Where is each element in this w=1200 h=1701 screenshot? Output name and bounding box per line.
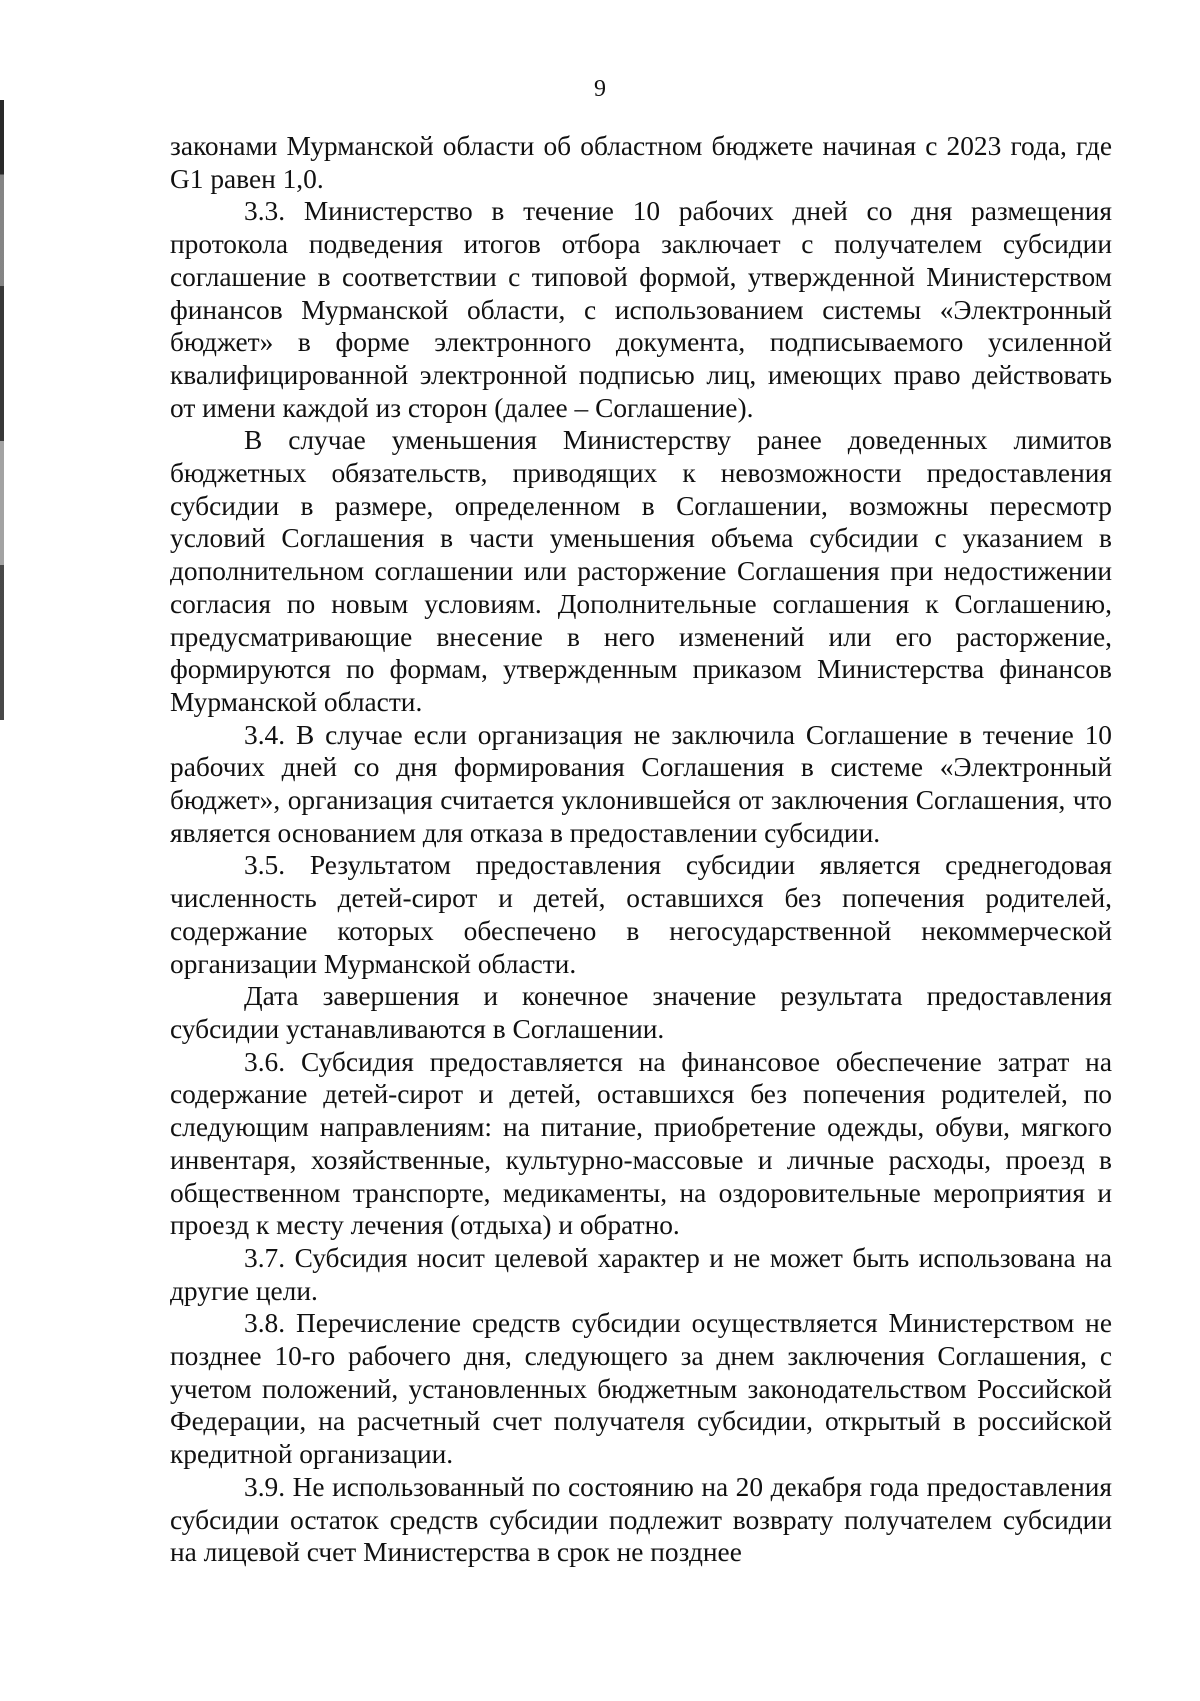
paragraph-3-9: 3.9. Не использованный по состоянию на 20 декабря года предоставления субсидии остаток средств субсидии подлежит возврату получателем субсидии на лицевой счет Министерства в срок не позднее <box>170 1471 1112 1568</box>
paragraph-3-8: 3.8. Перечисление средств субсидии осуществляется Министерством не позднее 10-го рабочего дня, следующего за днем заключения Соглашения, с учетом положений, установленных бюджетным законодательством Российской Федерации, на расчетный счет получателя субсидии, открытый в российской кредитной организации. <box>170 1308 1112 1470</box>
paragraph-result-date: Дата завершения и конечное значение результата предоставления субсидии устанавливаются в Соглашении. <box>170 981 1112 1044</box>
paragraph-3-4: 3.4. В случае если организация не заключила Соглашение в течение 10 рабочих дней со дня формирования Соглашения в системе «Электронный бюджет», организация считается уклонившейся от заключения Соглашения, что является основанием для отказа в предоставлении субсидии. <box>170 719 1112 848</box>
paragraph-3-3: 3.3. Министерство в течение 10 рабочих дней со дня размещения протокола подведения итогов отбора заключает с получателем субсидии соглашение в соответствии с типовой формой, утвержденной Министерством финансов Мурманской области, с использованием системы «Электронный бюджет» в форме электронного документа, подписываемого усиленной квалифицированной электронной подписью лиц, имеющих право действовать от имени каждой из сторон (далее – Соглашение). <box>170 196 1112 423</box>
scan-edge-artifact <box>0 100 4 720</box>
paragraph-continuation: законами Мурманской области об областном бюджете начиная с 2023 года, где G1 равен 1,0. <box>170 131 1112 194</box>
paragraph-3-7: 3.7. Субсидия носит целевой характер и не может быть использована на другие цели. <box>170 1242 1112 1306</box>
page-number: 9 <box>594 76 606 102</box>
paragraph-limits-reduction: В случае уменьшения Министерству ранее доведенных лимитов бюджетных обязательств, приводящих к невозможности предоставления субсидии в размере, определенном в Соглашении, возможны пересмотр условий Соглашения в части уменьшения объема субсидии с указанием в дополнительном соглашении или расторжение Соглашения при недостижении согласия по новым условиям. Дополнительные соглашения к Соглашению, предусматривающие внесение в него изменений или его расторжение, формируются по формам, утвержденным приказом Министерства финансов Мурманской области. <box>170 425 1112 717</box>
paragraph-3-6: 3.6. Субсидия предоставляется на финансовое обеспечение затрат на содержание детей-сирот и детей, оставшихся без попечения родителей, по следующим направлениям: на питание, приобретение одежды, обуви, мягкого инвентаря, хозяйственные, культурно-массовые и личные расходы, проезд в общественном транспорте, медикаменты, на оздоровительные мероприятия и проезд к месту лечения (отдыха) и обратно. <box>170 1046 1112 1241</box>
paragraph-3-5: 3.5. Результатом предоставления субсидии является среднегодовая численность детей-сирот и детей, оставшихся без попечения родителей, содержание которых обеспечено в негосударственной некоммерческой организации Мурманской области. <box>170 850 1112 979</box>
document-body <box>170 130 1112 1569</box>
